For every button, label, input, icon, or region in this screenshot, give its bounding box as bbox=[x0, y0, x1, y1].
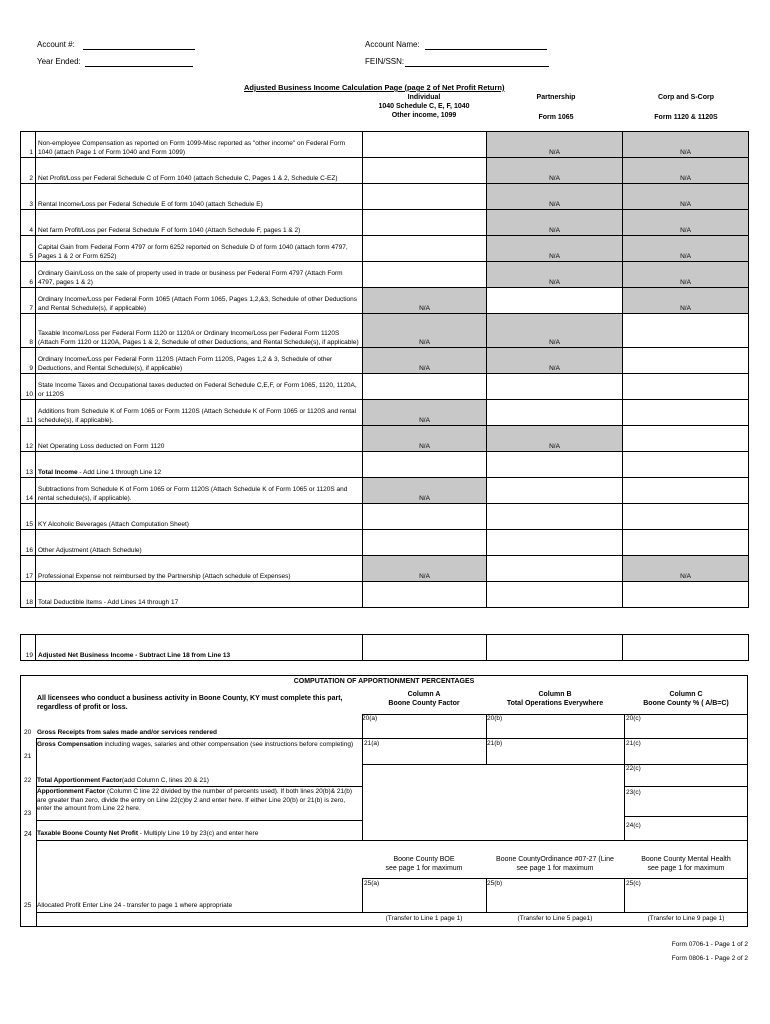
year-ended-field[interactable] bbox=[85, 66, 193, 67]
corp-cell: N/A bbox=[623, 184, 749, 210]
individual-cell[interactable] bbox=[363, 184, 487, 210]
line-label: Total Income - Add Line 1 through Line 12 bbox=[36, 452, 363, 478]
individual-cell[interactable] bbox=[363, 262, 487, 288]
table-row bbox=[21, 556, 749, 582]
individual-cell[interactable] bbox=[363, 374, 487, 400]
row-19-table bbox=[20, 634, 749, 661]
corp-cell: N/A bbox=[623, 132, 749, 158]
table-row bbox=[21, 348, 749, 374]
partnership-cell: N/A bbox=[487, 262, 623, 288]
partnership-cell: N/A bbox=[487, 210, 623, 236]
line-label: Ordinary Income/Loss per Federal Form 1120S (Attach Form 1120S, Pages 1,2 & 3, Schedule of other Deductions, and Rental Schedule(s), if applicable) bbox=[36, 348, 363, 374]
partnership-cell: N/A bbox=[487, 348, 623, 374]
footer-form-page1: Form 0706-1 - Page 1 of 2 bbox=[671, 941, 748, 948]
line-number: 24 bbox=[24, 831, 32, 838]
cell-25a[interactable]: 25(a) bbox=[364, 880, 380, 887]
line-label: Total Deductible Items - Add Lines 14 through 17 bbox=[36, 582, 363, 608]
line-23-label: Apportionment Factor (Column C line 22 divided by the number of percents used). If both lines 20(b)& 21(b) are greater than zero, divide the entry on Line 22(c)by 2 and enter here. If either Line 20(b) or 21(b) is zero, enter the amount from Line 22 here. bbox=[37, 788, 353, 812]
table-row bbox=[21, 314, 749, 348]
individual-cell[interactable] bbox=[363, 582, 487, 608]
partnership-cell[interactable] bbox=[487, 530, 623, 556]
corp-cell[interactable] bbox=[623, 400, 749, 426]
line-number: 10 bbox=[21, 374, 36, 400]
line-number: 15 bbox=[21, 504, 36, 530]
account-number-label: Account #: bbox=[37, 40, 75, 49]
corp-cell[interactable] bbox=[623, 452, 749, 478]
cell-23c[interactable]: 23(c) bbox=[626, 789, 641, 796]
line-number: 13 bbox=[21, 452, 36, 478]
table-row bbox=[21, 478, 749, 504]
account-name-field[interactable] bbox=[425, 49, 547, 50]
line-label: Subtractions from Schedule K of Form 1065 or Form 1120S (Attach Schedule K of Form 1065 or 1120S and rental schedule(s), if applicable). bbox=[36, 478, 363, 504]
line-number: 5 bbox=[21, 236, 36, 262]
line-label: Professional Expense not reimbursed by the Partnership (Attach schedule of Expenses) bbox=[36, 556, 363, 582]
line-number: 2 bbox=[21, 158, 36, 184]
individual-cell: N/A bbox=[363, 556, 487, 582]
table-row bbox=[21, 184, 749, 210]
individual-cell[interactable] bbox=[363, 132, 487, 158]
corp-cell[interactable] bbox=[623, 504, 749, 530]
line-number: 20 bbox=[24, 729, 32, 736]
mental-health-header: Boone County Mental Health see page 1 for maximum bbox=[641, 856, 731, 872]
table-row bbox=[21, 288, 749, 314]
cell-21a[interactable]: 21(a) bbox=[364, 740, 380, 747]
line-number: 7 bbox=[21, 288, 36, 314]
individual-cell: N/A bbox=[363, 478, 487, 504]
corp-cell: N/A bbox=[623, 262, 749, 288]
corp-cell[interactable] bbox=[623, 348, 749, 374]
line-number: 17 bbox=[21, 556, 36, 582]
line-label: KY Alcoholic Beverages (Attach Computation Sheet) bbox=[36, 504, 363, 530]
table-row bbox=[21, 374, 749, 400]
individual-cell[interactable] bbox=[363, 452, 487, 478]
line-label: Adjusted Net Business Income - Subtract Line 18 from Line 13 bbox=[36, 635, 363, 661]
individual-cell[interactable] bbox=[363, 236, 487, 262]
partnership-cell: N/A bbox=[487, 236, 623, 262]
line-label: Additions from Schedule K of Form 1065 or Form 1120S (Attach Schedule K of Form 1065 or 1120S and rental schedule(s), if applicable). bbox=[36, 400, 363, 426]
individual-cell[interactable] bbox=[363, 504, 487, 530]
cell-25b[interactable]: 25(b) bbox=[487, 880, 503, 887]
corp-cell[interactable] bbox=[623, 374, 749, 400]
line-21-label: Gross Compensation including wages, salaries and other compensation (see instructions before completing) bbox=[37, 741, 354, 748]
line-label: Non-employee Compensation as reported on Form 1099-Misc reported as "other income" on Federal Form 1040 (attach Page 1 of Form 1040 and Form 1099) bbox=[36, 132, 363, 158]
income-table bbox=[20, 131, 749, 608]
line-number: 4 bbox=[21, 210, 36, 236]
corp-cell: N/A bbox=[623, 556, 749, 582]
line-label: Other Adjustment (Attach Schedule) bbox=[36, 530, 363, 556]
partnership-cell[interactable] bbox=[487, 556, 623, 582]
line-label: Net farm Profit/Loss per Federal Schedule F of form 1040 (Attach Schedule F, pages 1 & 2) bbox=[36, 210, 363, 236]
fein-label: FEIN/SSN: bbox=[365, 57, 405, 66]
col-individual-header: Individual 1040 Schedule C, E, F, 1040 Other income, 1099 bbox=[378, 94, 470, 119]
cell-25c[interactable]: 25(c) bbox=[626, 880, 641, 887]
corp-cell: N/A bbox=[623, 236, 749, 262]
line-label: Ordinary Income/Loss per Federal Form 1065 (Attach Form 1065, Pages 1,2,&3, Schedule of other Deductions and Rental Schedule(s), if applicable) bbox=[36, 288, 363, 314]
transfer-note-mental-health: (Transfer to Line 9 page 1) bbox=[647, 915, 725, 922]
fein-field[interactable] bbox=[405, 66, 549, 67]
line-label-bold: Total Income bbox=[38, 468, 78, 476]
individual-cell[interactable] bbox=[363, 210, 487, 236]
col-b-header: Column B Total Operations Everywhere bbox=[506, 691, 604, 707]
partnership-cell[interactable] bbox=[487, 400, 623, 426]
corp-cell[interactable] bbox=[623, 635, 749, 661]
table-row bbox=[21, 132, 749, 158]
cell-20c[interactable]: 20(c) bbox=[626, 715, 641, 722]
line-label: Capital Gain from Federal Form 4797 or form 6252 reported on Schedule D of form 1040 (attach form 4797, Pages 1 & 2 or Form 6252) bbox=[36, 236, 363, 262]
table-row bbox=[21, 236, 749, 262]
line-number: 8 bbox=[21, 314, 36, 348]
boe-header: Boone County BOE see page 1 for maximum bbox=[385, 856, 463, 872]
line-20-label: Gross Receipts from sales made and/or services rendered bbox=[37, 729, 217, 736]
year-ended-label: Year Ended: bbox=[37, 57, 81, 66]
individual-cell[interactable] bbox=[363, 530, 487, 556]
col-a-header: Column A Boone County Factor bbox=[388, 691, 460, 707]
line-label: State Income Taxes and Occupational taxes deducted on Federal Schedule C,E,F, or Form 1065, 1120, 1120A, or 1120S bbox=[36, 374, 363, 400]
corp-cell[interactable] bbox=[623, 582, 749, 608]
partnership-cell: N/A bbox=[487, 132, 623, 158]
table-row bbox=[21, 530, 749, 556]
corp-cell[interactable] bbox=[623, 314, 749, 348]
cell-21b[interactable]: 21(b) bbox=[487, 740, 503, 747]
partnership-cell: N/A bbox=[487, 158, 623, 184]
line-25-label: Allocated Profit Enter Line 24 - transfer to page 1 where appropriate bbox=[37, 902, 233, 909]
partnership-cell[interactable] bbox=[487, 288, 623, 314]
line-number: 21 bbox=[24, 753, 32, 760]
individual-cell: N/A bbox=[363, 426, 487, 452]
footer-form-page2: Form 0806-1 - Page 2 of 2 bbox=[671, 955, 748, 962]
account-name-label: Account Name: bbox=[365, 40, 420, 49]
table-row bbox=[21, 426, 749, 452]
cell-20a[interactable]: 20(a) bbox=[362, 715, 378, 722]
individual-cell[interactable] bbox=[363, 158, 487, 184]
partnership-cell[interactable] bbox=[487, 478, 623, 504]
partnership-cell: N/A bbox=[487, 314, 623, 348]
partnership-cell[interactable] bbox=[487, 452, 623, 478]
table-row bbox=[21, 210, 749, 236]
table-row bbox=[21, 400, 749, 426]
apportionment-intro: All licensees who conduct a business activity in Boone County, KY must complete this part, regardless of profit or loss. bbox=[37, 695, 343, 711]
line-label: Net Operating Loss deducted on Form 1120 bbox=[36, 426, 363, 452]
line-number: 9 bbox=[21, 348, 36, 374]
corp-cell[interactable] bbox=[623, 478, 749, 504]
partnership-cell[interactable] bbox=[487, 374, 623, 400]
table-row bbox=[21, 582, 749, 608]
line-number: 6 bbox=[21, 262, 36, 288]
col-corp-header: Corp and S-Corp Form 1120 & 1120S bbox=[654, 94, 718, 121]
line-label: Rental Income/Loss per Federal Schedule E of form 1040 (attach Schedule E) bbox=[36, 184, 363, 210]
line-number: 18 bbox=[21, 582, 36, 608]
line-number: 14 bbox=[21, 478, 36, 504]
table-row bbox=[21, 504, 749, 530]
cell-21c[interactable]: 21(c) bbox=[626, 740, 641, 747]
partnership-cell: N/A bbox=[487, 426, 623, 452]
transfer-note-boe: (Transfer to Line 1 page 1) bbox=[385, 915, 463, 922]
line-number: 3 bbox=[21, 184, 36, 210]
line-22-label: Total Apportionment Factor(add Column C, lines 20 & 21) bbox=[37, 777, 209, 784]
partnership-cell: N/A bbox=[487, 184, 623, 210]
transfer-note-ordinance: (Transfer to Line 5 page1) bbox=[517, 915, 593, 922]
line-24-label: Taxable Boone County Net Profit - Multiply Line 19 by 23(c) and enter here bbox=[37, 830, 259, 837]
line-label: Net Profit/Loss per Federal Schedule C of Form 1040 (attach Schedule C, Pages 1 & 2, Schedule C-EZ) bbox=[36, 158, 363, 184]
table-row bbox=[21, 635, 749, 661]
corp-cell: N/A bbox=[623, 288, 749, 314]
table-row bbox=[21, 262, 749, 288]
corp-cell[interactable] bbox=[623, 530, 749, 556]
individual-cell: N/A bbox=[363, 348, 487, 374]
corp-cell: N/A bbox=[623, 210, 749, 236]
corp-cell: N/A bbox=[623, 158, 749, 184]
ordinance-header: Boone CountyOrdinance #07-27 (Line see page 1 for maximum bbox=[496, 856, 614, 872]
individual-cell: N/A bbox=[363, 400, 487, 426]
col-c-header: Column C Boone County % ( A/B=C) bbox=[643, 691, 729, 707]
line-number: 12 bbox=[21, 426, 36, 452]
line-number: 16 bbox=[21, 530, 36, 556]
line-number: 19 bbox=[21, 635, 36, 661]
line-label: Taxable Income/Loss per Federal Form 1120 or 1120A or Ordinary Income/Loss per Federal Form 1120S (Attach Form 1120 or 1120A, Pages 1 & 2, Schedule of other Deductions, and Rental Schedule(s), if applicable) bbox=[36, 314, 363, 348]
partnership-cell[interactable] bbox=[487, 635, 623, 661]
line-number: 23 bbox=[24, 810, 32, 817]
table-row bbox=[21, 452, 749, 478]
individual-cell: N/A bbox=[363, 288, 487, 314]
corp-cell[interactable] bbox=[623, 426, 749, 452]
table-row bbox=[21, 158, 749, 184]
partnership-cell[interactable] bbox=[487, 504, 623, 530]
partnership-cell[interactable] bbox=[487, 582, 623, 608]
individual-cell: N/A bbox=[363, 314, 487, 348]
cell-22c[interactable]: 22(c) bbox=[626, 765, 641, 772]
line-number: 11 bbox=[21, 400, 36, 426]
line-number: 1 bbox=[21, 132, 36, 158]
line-label: Ordinary Gain/Loss on the sale of property used in trade or business per Federal Form 4797 (Attach Form 4797, pages 1 & 2) bbox=[36, 262, 363, 288]
line-number: 22 bbox=[24, 777, 32, 784]
line-number: 25 bbox=[24, 902, 32, 909]
cell-24c[interactable]: 24(c) bbox=[626, 822, 641, 829]
cell-20b[interactable]: 20(b) bbox=[487, 715, 503, 722]
col-partnership-header: Partnership Form 1065 bbox=[536, 94, 576, 121]
page-title: Adjusted Business Income Calculation Page (page 2 of Net Profit Return) bbox=[244, 83, 505, 92]
individual-cell[interactable] bbox=[363, 635, 487, 661]
account-number-field[interactable] bbox=[83, 49, 195, 50]
apportionment-title: COMPUTATION OF APPORTIONMENT PERCENTAGES bbox=[293, 678, 475, 685]
